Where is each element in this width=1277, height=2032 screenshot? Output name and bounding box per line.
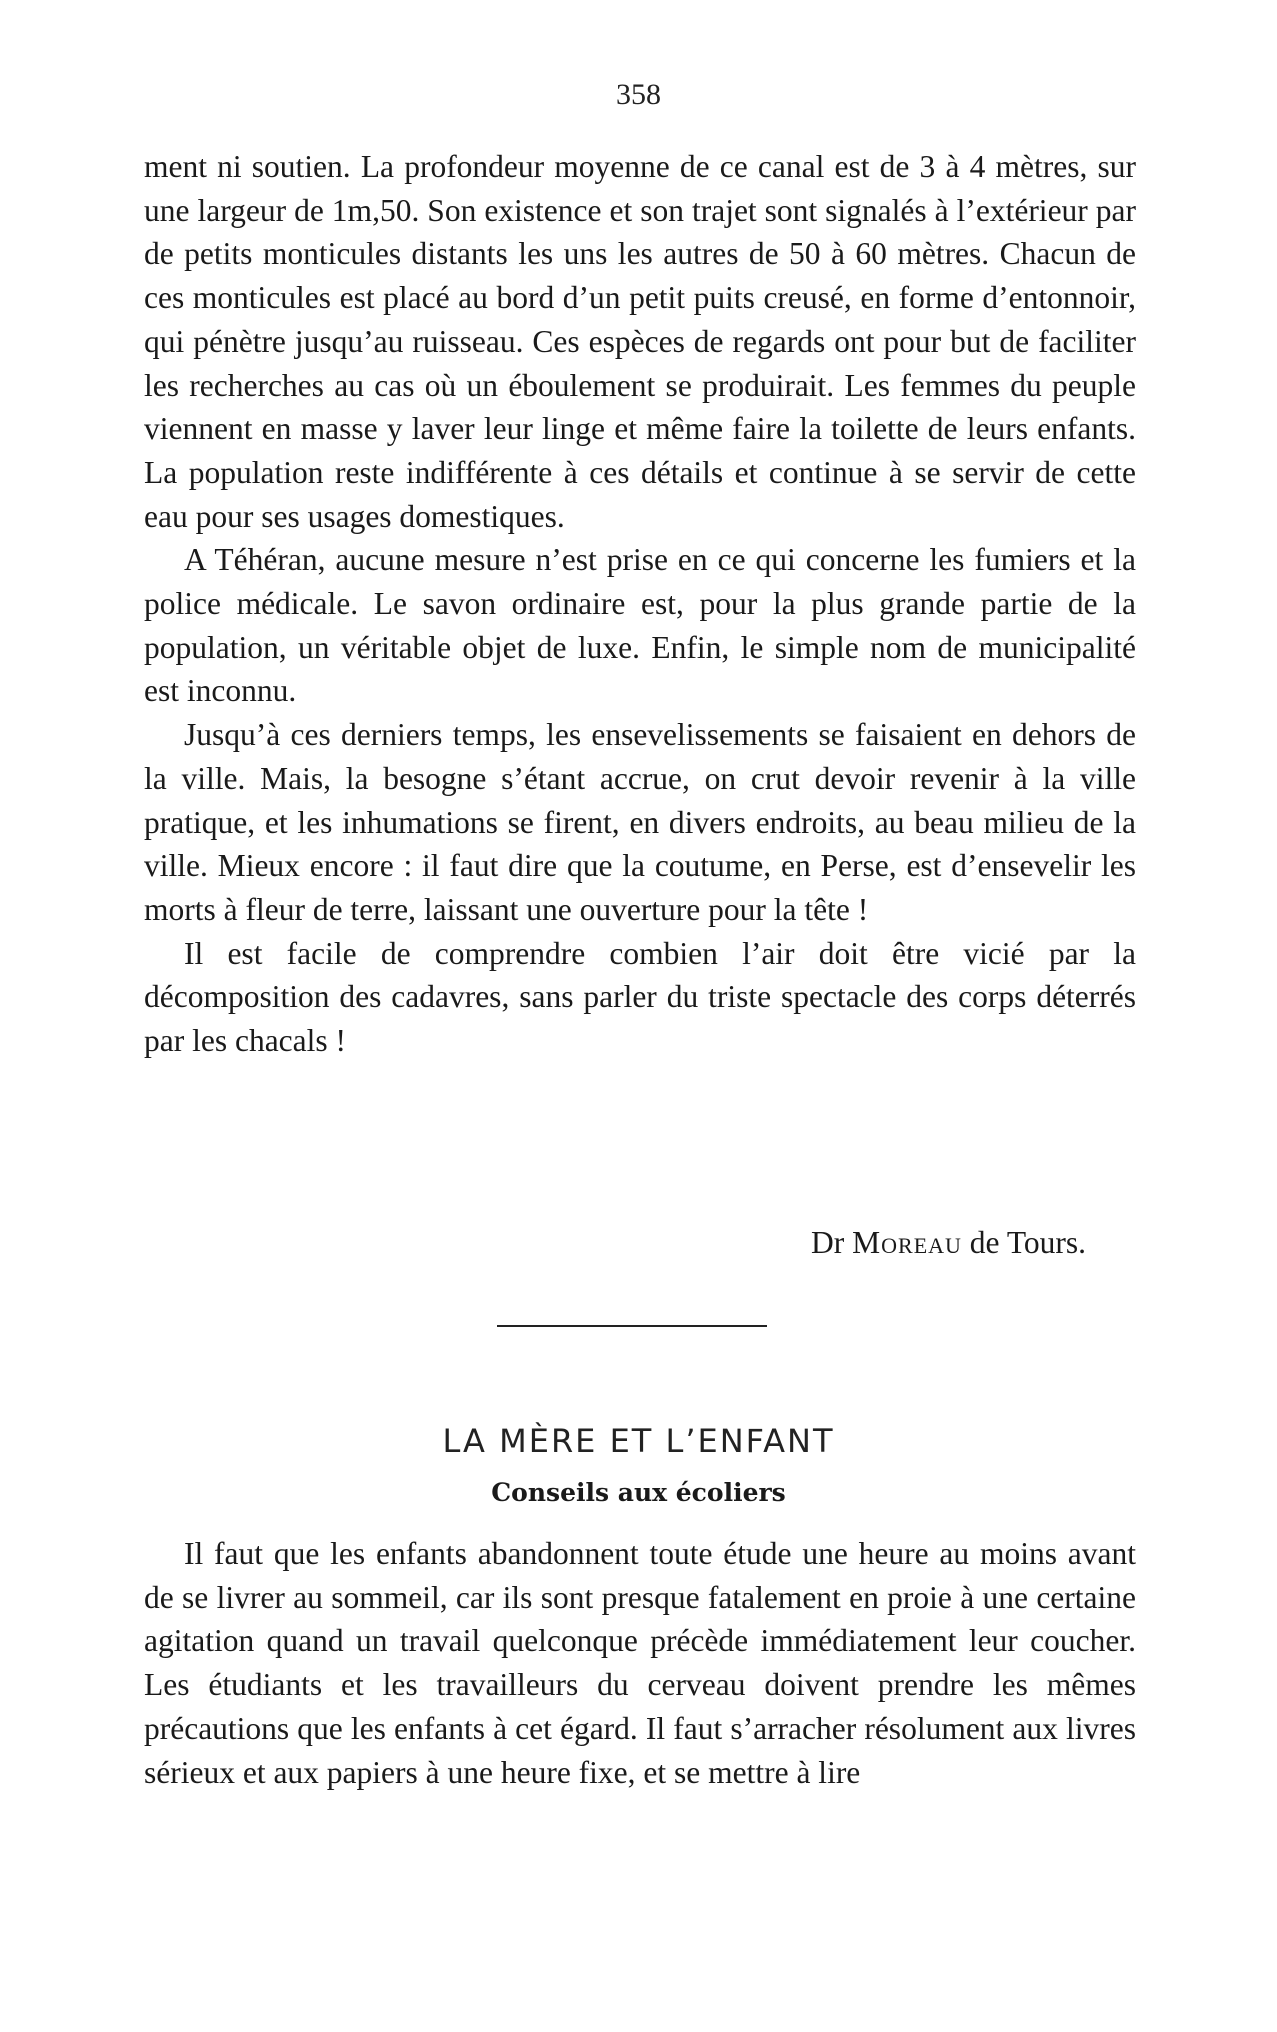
page-number: 358 xyxy=(616,78,661,111)
signature-suffix: de Tours. xyxy=(961,1225,1086,1260)
article-text-bottom xyxy=(144,1532,1136,1794)
paragraph-air: Il est facile de comprendre combien l’air doit être vicié par la décomposition des cadavres, sans parler du triste spectacle des corps déterrés par les chacals ! xyxy=(144,935,1136,1059)
paragraph-continued: ment ni soutien. La profondeur moyenne de ce canal est de 3 à 4 mètres, sur une largeur de 1m,50. Son existence et son trajet sont signalés à l’extérieur par de petits monticules distants les uns les autres de 50 à 60 mètres. Chacun de ces monticules est placé au bord d’un petit puits creusé, en forme d’entonnoir, qui pénètre jusqu’au ruisseau. Ces espèces de regards ont pour but de faciliter les recherches au cas où un éboulement se produirait. Les femmes du peuple viennent en masse y laver leur linge et même faire la toilette de leurs enfants. La population reste indifférente à ces détails et continue à se servir de cette eau pour ses usages domestiques. xyxy=(144,149,1136,534)
section-title: LA MÈRE ET L’ENFANT xyxy=(442,1422,835,1460)
paragraph-advice: Il faut que les enfants abandonnent toute étude une heure au moins avant de se livrer au sommeil, car ils sont presque fatalement en proie à une certaine agitation quand un travail quelconque précède immédiatement leur coucher. Les étudiants et les travailleurs du cerveau doivent prendre les mêmes précautions que les enfants à cet égard. Il faut s’arracher résolument aux livres sérieux et aux papiers à une heure fixe, et se mettre à lire xyxy=(144,1536,1136,1790)
paragraph-burials: Jusqu’à ces derniers temps, les ensevelissements se faisaient en dehors de la ville. Mais, la besogne s’étant accrue, on crut devoir revenir à la ville pratique, et les inhumations se firent, en divers endroits, au beau milieu de la ville. Mieux encore : il faut dire que la coutume, en Perse, est d’ensevelir les morts à fleur de terre, laissant une ouverture pour la tête ! xyxy=(144,717,1136,927)
author-signature xyxy=(0,1225,1086,1261)
section-subtitle: Conseils aux écoliers xyxy=(491,1478,786,1507)
signature-name: Moreau xyxy=(852,1225,962,1260)
signature-prefix: Dr xyxy=(811,1225,853,1260)
article-text-top xyxy=(144,145,1136,1063)
section-divider xyxy=(497,1325,767,1327)
paragraph-teheran: A Téhéran, aucune mesure n’est prise en ce qui concerne les fumiers et la police médicale. Le savon ordinaire est, pour la plus grande partie de la population, un véritable objet de luxe. Enfin, le simple nom de municipalité est inconnu. xyxy=(144,542,1136,709)
